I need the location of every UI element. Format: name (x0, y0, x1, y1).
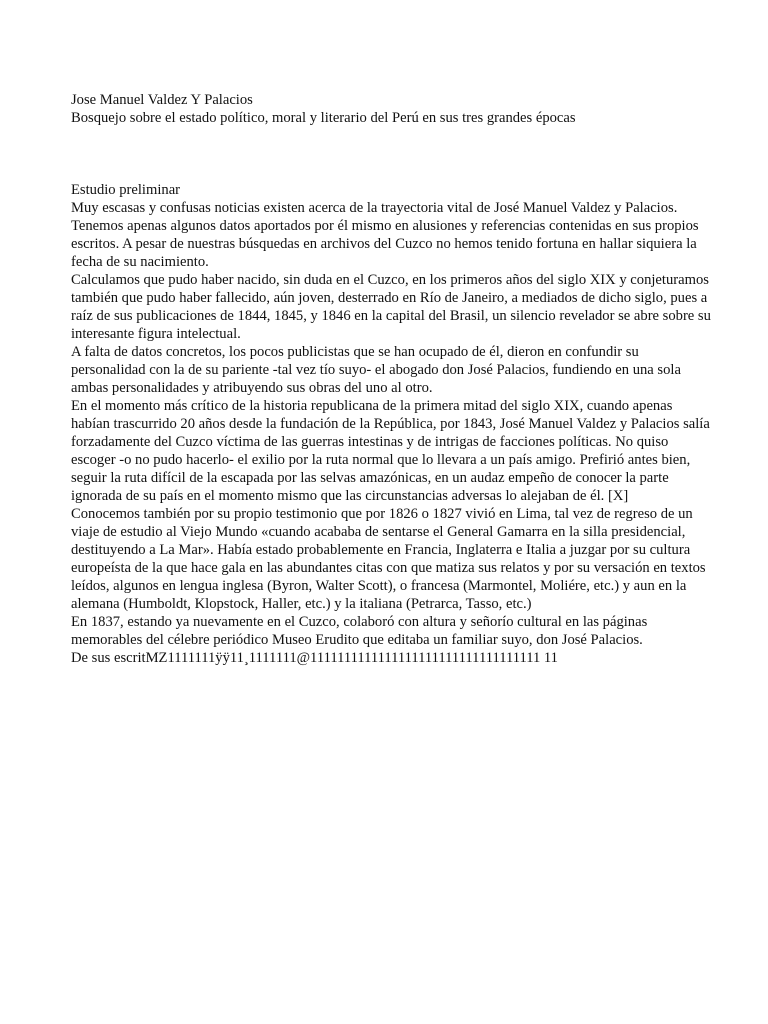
document-author: Jose Manuel Valdez Y Palacios (71, 92, 253, 108)
document-title: Bosquejo sobre el estado político, moral y literario del Perú en sus tres grandes épocas (71, 110, 576, 126)
section-heading: Estudio preliminar (71, 182, 181, 198)
paragraph-5: Conocemos también por su propio testimonio que por 1826 o 1827 vivió en Lima, tal vez de regreso de un viaje de estudio al Viejo Mundo «cuando acababa de sentarse el General Gamarra en la silla presidencial, destituyendo a La Mar». Había estado probablemente en Francia, Inglaterra e Italia a juzgar por su cultura europeísta de la que hace gala en las abundantes citas con que matiza sus relatos y por su versación en textos leídos, algunos en lengua inglesa (Byron, Walter Scott), o francesa (Marmontel, Moliére, etc.) y aun en la alemana (Humboldt, Klopstock, Haller, etc.) y la italiana (Petrarca, Tasso, etc.) (71, 506, 706, 612)
paragraph-4: En el momento más crítico de la historia republicana de la primera mitad del siglo XIX, cuando apenas habían trascurrido 20 años desde la fundación de la República, por 1843, José Manuel Valdez y Palacios salía forzadamente del Cuzco víctima de las guerras intestinas y de intrigas de facciones políticas. No quiso escoger -o no pudo hacerlo- el exilio por la ruta normal que lo llevara a un país amigo. Prefirió antes bien, seguir la ruta difícil de la escapada por las selvas amazónicas, en un audaz empeño de conocer la parte ignorada de su país en el momento mismo que las circunstancias adversas lo alejaban de él. [X] (71, 398, 710, 504)
paragraph-6: En 1837, estando ya nuevamente en el Cuzco, colaboró con altura y señorío cultural en las páginas memorables del célebre periódico Museo Erudito que editaba un familiar suyo, don José Palacios. (71, 614, 648, 648)
blank-gap (71, 127, 711, 181)
document-page (71, 91, 711, 667)
paragraph-7: De sus escritMZ1111111ÿÿ11¸1111111@1111111111111111111111111111111111 11 (71, 650, 558, 666)
paragraph-3: A falta de datos concretos, los pocos publicistas que se han ocupado de él, dieron en confundir su personalidad con la de su pariente -tal vez tío suyo- el abogado don José Palacios, fundiendo en una sola ambas personalidades y atribuyendo sus obras del uno al otro. (71, 344, 681, 396)
paragraph-2: Calculamos que pudo haber nacido, sin duda en el Cuzco, en los primeros años del siglo XIX y conjeturamos también que pudo haber fallecido, aún joven, desterrado en Río de Janeiro, a mediados de dicho siglo, pues a raíz de sus publicaciones de 1844, 1845, y 1846 en la capital del Brasil, un silencio revelador se abre sobre su interesante figura intelectual. (71, 272, 711, 342)
paragraph-1: Muy escasas y confusas noticias existen acerca de la trayectoria vital de José Manuel Valdez y Palacios. Tenemos apenas algunos datos aportados por él mismo en alusiones y referencias contenidas en sus propios escritos. A pesar de nuestras búsquedas en archivos del Cuzco no hemos tenido fortuna en hallar siquiera la fecha de su nacimiento. (71, 200, 699, 270)
